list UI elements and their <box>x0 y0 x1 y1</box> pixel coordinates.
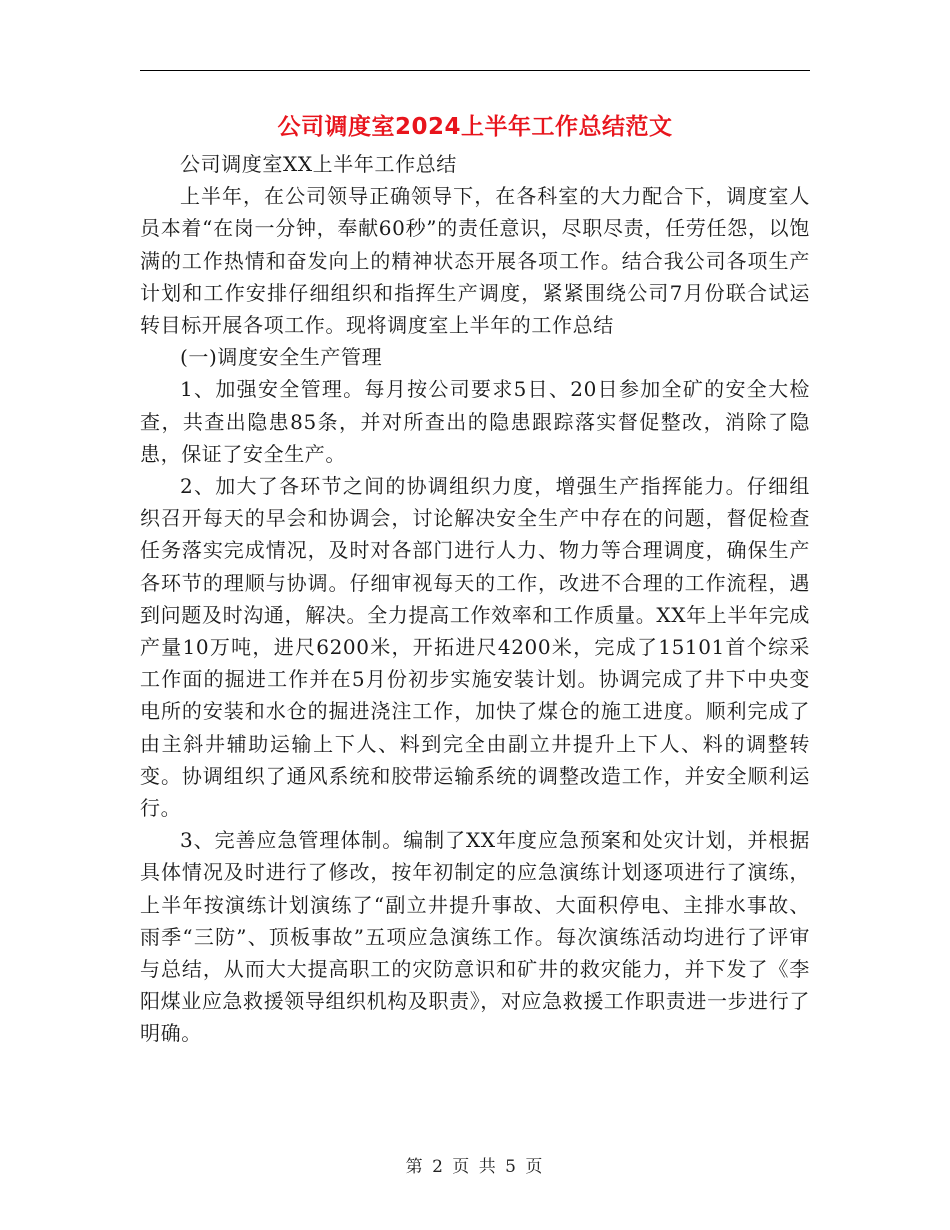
paragraph-coordination: 2、加大了各环节之间的协调组织力度，增强生产指挥能力。仔细组织召开每天的早会和协调会，讨论解决安全生产中存在的问题，督促检查任务落实完成情况，及时对各部门进行人力、物力等合理调度，确保生产各环节的理顺与协调。仔细审视每天的工作，改进不合理的工作流程，遇到问题及时沟通，解决。全力提高工作效率和工作质量。XX年上半年完成产量10万吨，进尺6200米，开拓进尺4200米，完成了15101首个综采工作面的掘进工作并在5月份初步实施安装计划。协调完成了井下中央变电所的安装和水仓的掘进浇注工作，加快了煤仓的施工进度。顺利完成了由主斜井辅助运输上下人、料到完全由副立井提升上下人、料的调整转变。协调组织了通风系统和胶带运输系统的调整改造工作，并安全顺利运行。 <box>140 474 810 821</box>
intro-paragraph: 上半年，在公司领导正确领导下，在各科室的大力配合下，调度室人员本着“在岗一分钟，奉献60秒”的责任意识，尽职尽责，任劳任怨，以饱满的工作热情和奋发向上的精神状态开展各项工作。结合我公司各项生产计划和工作安排仔细组织和指挥生产调度，紧紧围绕公司7月份联合试运转目标开展各项工作。现将调度室上半年的工作总结 <box>140 184 810 338</box>
document-body <box>140 148 810 1050</box>
document-title: 公司调度室2024上半年工作总结范文 <box>277 114 673 140</box>
paragraph-safety-management: 1、加强安全管理。每月按公司要求5日、20日参加全矿的安全大检查，共查出隐患85条，并对所查出的隐患跟踪落实督促整改，消除了隐患，保证了安全生产。 <box>140 377 810 466</box>
paragraph-emergency-management: 3、完善应急管理体制。编制了XX年度应急预案和处灾计划，并根据具体情况及时进行了修改，按年初制定的应急演练计划逐项进行了演练，上半年按演练计划演练了“副立井提升事故、大面积停电、主排水事故、雨季“三防”、顶板事故”五项应急演练工作。每次演练活动均进行了评审与总结，从而大大提高职工的灾防意识和矿井的救灾能力，并下发了《李阳煤业应急救援领导组织机构及职责》，对应急救援工作职责进一步进行了明确。 <box>140 828 810 1046</box>
section-heading: (一)调度安全生产管理 <box>180 345 383 370</box>
subtitle-paragraph: 公司调度室XX上半年工作总结 <box>180 152 457 176</box>
header-rule <box>140 70 810 71</box>
page-number-footer: 第 2 页 共 5 页 <box>405 1157 545 1177</box>
